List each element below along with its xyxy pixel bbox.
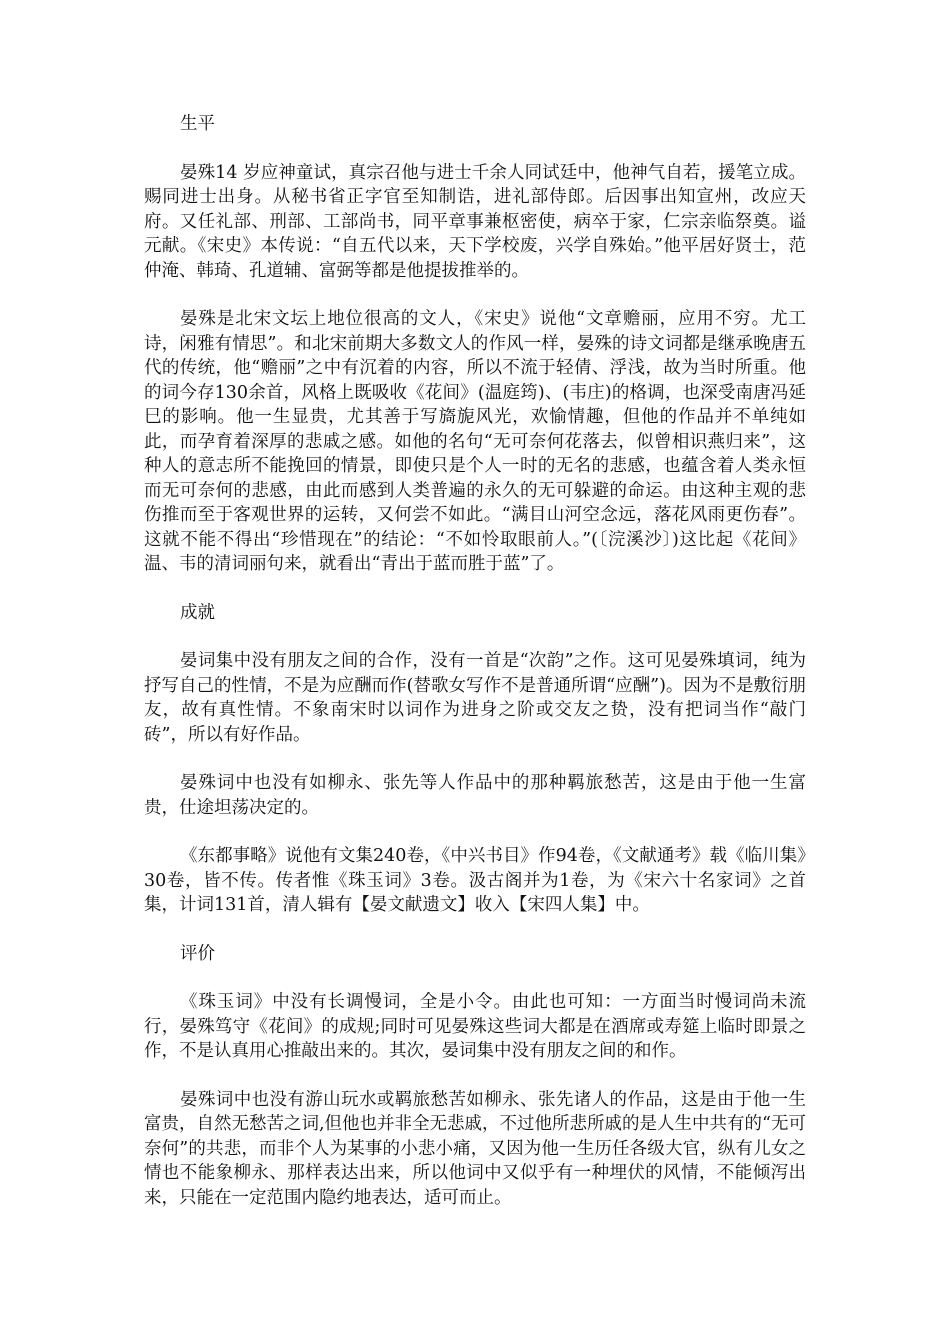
document-page <box>144 112 806 1234</box>
section-achievements <box>144 601 806 918</box>
paragraph: 晏殊词中也没有游山玩水或羁旅愁苦如柳永、张先诸人的作品，这是由于他一生富贵，自然无愁苦之词,但他也并非全无悲戚，不过他所悲所戚的是人生中共有的“无可奈何”的共悲，而非个人为某事的小悲小痛，又因为他一生历任各级大官，纵有儿女之情也不能象柳永、那样表达出来，所以他词中又似乎有一种埋伏的风情，不能倾泻出来，只能在一定范围内隐约地表达，适可而止。 <box>144 1089 807 1208</box>
paragraph: 晏殊是北宋文坛上地位很高的文人，《宋史》说他“文章赡丽，应用不穷。尤工诗，闲雅有情思”。和北宋前期大多数文人的作风一样，晏殊的诗文词都是继承晚唐五代的传统，他“赡丽”之中有沉着的内容，所以不流于轻倩、浮浅，故为当时所重。他的词今存130余首，风格上既吸收《花间》(温庭筠)、(韦庄)的格调，也深受南唐冯延巳的影响。他一生显贵，尤其善于写旖旎风光，欢愉情趣，但他的作品并不单纯如此，而孕育着深厚的悲戚之感。如他的名句“无可奈何花落去，似曾相识燕归来”，这种人的意志所不能挽回的情景，即使只是个人一时的无名的悲感，也蕴含着人类永恒而无可奈何的悲感，由此而感到人类普遍的永久的无可躲避的命运。由这种主观的悲伤推而至于客观世界的运转，又何尝不如此。“满目山河空念远，落花风雨更伤春”。这就不能不得出“珍惜现在”的结论：“不如怜取眼前人。”(〔浣溪沙〕)这比起《花间》温、韦的清词丽句来，就看出“青出于蓝而胜于蓝”了。 <box>144 309 806 574</box>
section-heading: 生平 <box>180 114 215 134</box>
paragraph: 《东都事略》说他有文集240卷，《中兴书目》作94卷，《文献通考》载《临川集》30卷，皆不传。传者惟《珠玉词》3卷。汲古阁并为1卷，为《宋六十名家词》之首集，计词131首，清人辑有【晏文献遗文】收入【宋四人集】中。 <box>144 846 806 915</box>
paragraph: 晏词集中没有朋友之间的合作，没有一首是“次韵”之作。这可见晏殊填词，纯为抒写自己的性情，不是为应酬而作(替歌女写作不是普通所谓“应酬”)。因为不是敷衍朋友，故有真性情。不象南宋时以词作为进身之阶或交友之贽，没有把词当作“敲门砖”，所以有好作品。 <box>144 651 806 745</box>
section-evaluation <box>144 942 806 1211</box>
paragraph: 晏殊14 岁应神童试，真宗召他与进士千余人同试廷中，他神气自若，援笔立成。赐同进士出身。从秘书省正字官至知制诰，进礼部侍郎。后因事出知宣州，改应天府。又任礼部、刑部、工部尚书，同平章事兼枢密使，病卒于家，仁宗亲临祭奠。谥元献。《宋史》本传说：“自五代以来，天下学校废，兴学自殊始。”他平居好贤士，范仲淹、韩琦、孔道辅、富弼等都是他提拔推举的。 <box>144 162 806 281</box>
paragraph: 《珠玉词》中没有长调慢词，全是小令。由此也可知：一方面当时慢词尚未流行，晏殊笃守《花间》的成规;同时可见晏殊这些词大都是在酒席或寿筵上临时即景之作，不是认真用心推敲出来的。其次，晏词集中没有朋友之间的和作。 <box>144 992 806 1061</box>
section-biography <box>144 112 806 577</box>
section-heading: 成就 <box>180 602 215 623</box>
section-heading: 评价 <box>180 943 215 964</box>
paragraph: 晏殊词中也没有如柳永、张先等人作品中的那种羁旅愁苦，这是由于他一生富贵，仕途坦荡决定的。 <box>144 773 806 818</box>
